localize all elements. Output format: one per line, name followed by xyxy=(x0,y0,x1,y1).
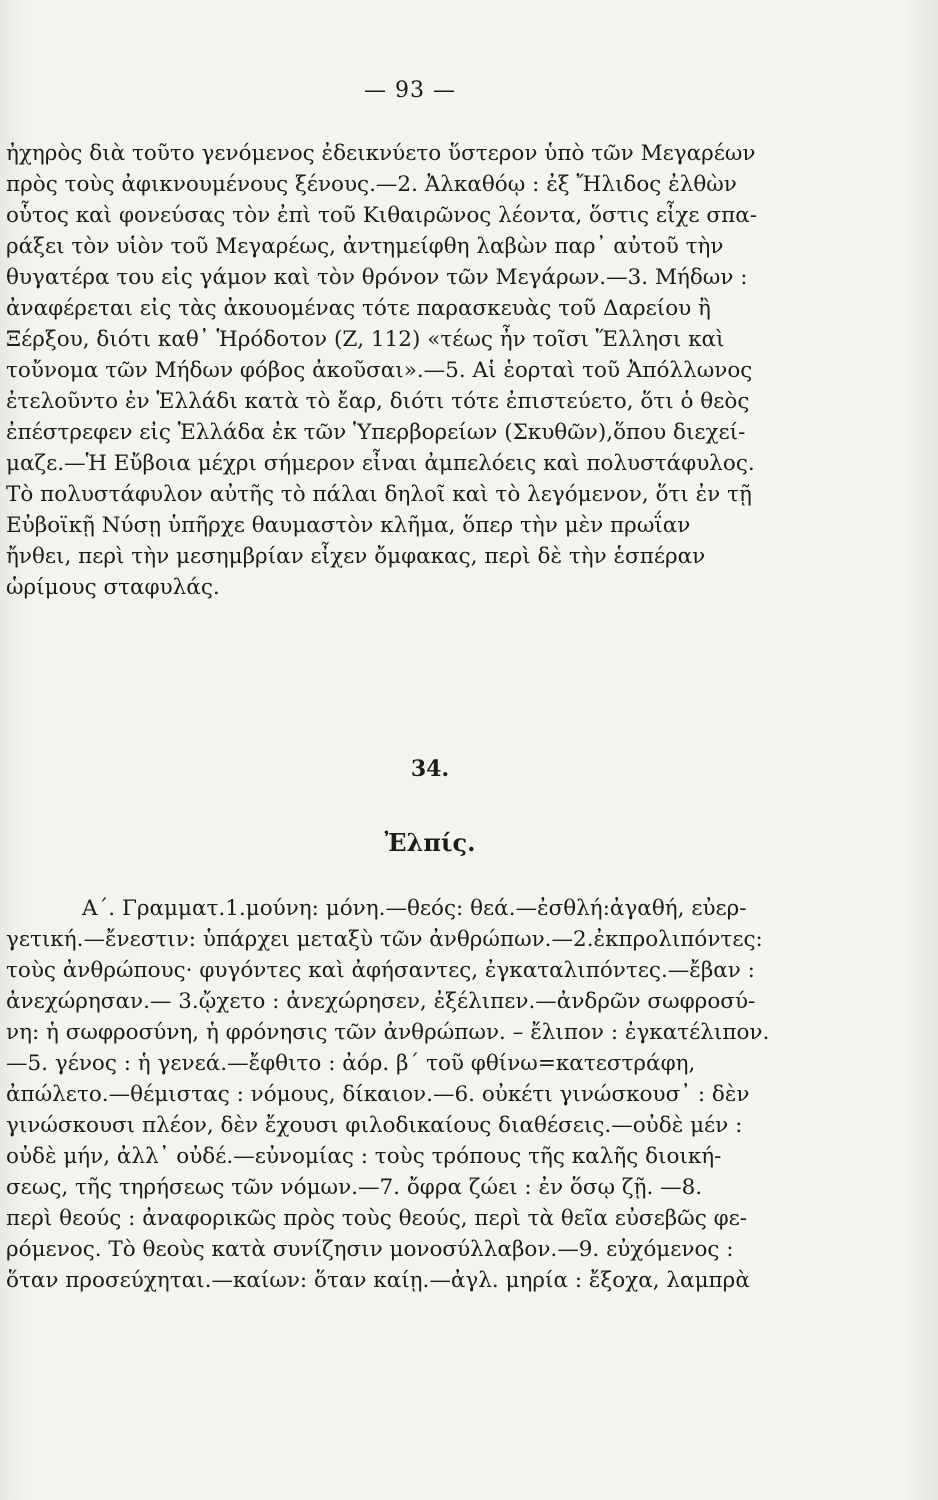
text-line: Ξέρξου, διότι καθ᾽ Ἡρόδοτον (Ζ, 112) «τέως ἦν τοῖσι Ἕλλησι καὶ xyxy=(6,327,725,352)
text-line: πρὸς τοὺς ἀφικνουμένους ξένους.—2. Ἀλκαθόῳ : ἐξ Ἤλιδος ἐλθὼν xyxy=(6,172,737,197)
text-line: μαζε.—Ἡ Εὔβοια μέχρι σήμερον εἶναι ἀμπελόεις καὶ πολυστάφυλος. xyxy=(6,451,755,476)
text-line: τοὔνομα τῶν Μήδων φόβος ἀκοῦσαι».—5. Αἱ ἑορταὶ τοῦ Ἀπόλλωνος xyxy=(6,358,753,383)
text-line: ὡρίμους σταφυλάς. xyxy=(6,575,220,600)
text-line: ἠχηρὸς διὰ τοῦτο γενόμενος ἐδεικνύετο ὕστερον ὑπὸ τῶν Μεγαρέων xyxy=(6,141,756,166)
text-line: ἀναφέρεται εἰς τὰς ἀκουομένας τότε παρασκευὰς τοῦ Δαρείου ἢ xyxy=(6,296,711,321)
text-line: γινώσκουσι πλέον, δὲν ἔχουσι φιλοδικαίους διαθέσεις.—οὐδὲ μέν : xyxy=(6,1113,743,1138)
section-number: 34. xyxy=(410,756,450,782)
text-line: νη: ἡ σωφροσύνη, ἡ φρόνησις τῶν ἀνθρώπων. – ἔλιπον : ἐγκατέλιπον. xyxy=(6,1020,770,1045)
commentary-paragraph xyxy=(6,138,852,603)
text-line: ἐπέστρεφεν εἰς Ἑλλάδα ἐκ τῶν Ὑπερβορείων (Σκυθῶν),ὅπου διεχεί- xyxy=(6,420,746,445)
text-line: Τὸ πολυστάφυλον αὐτῆς τὸ πάλαι δηλοῖ καὶ τὸ λεγόμενον, ὅτι ἐν τῇ xyxy=(6,482,752,507)
text-line: Εὐβοϊκῇ Νύσῃ ὑπῆρχε θαυμαστὸν κλῆμα, ὅπερ τὴν μὲν πρωΐαν xyxy=(6,513,691,538)
text-line: Α΄. Γραμματ.1.μούνη: μόνη.—θεός: θεά.—ἐσθλή:ἀγαθή, εὐερ- xyxy=(82,896,747,921)
text-line: ράξει τὸν υἱὸν τοῦ Μεγαρέως, ἀντημείφθη λαβὼν παρ᾽ αὐτοῦ τὴν xyxy=(6,234,724,259)
text-line: ἀπώλετο.—θέμιστας : νόμους, δίκαιον.—6. οὐκέτι γινώσκουσ᾽ : δὲν xyxy=(6,1082,750,1107)
text-line: τοὺς ἀνθρώπους· φυγόντες καὶ ἀφήσαντες, ἐγκαταλιπόντες.—ἔβαν : xyxy=(6,958,755,983)
text-line: οὐδὲ μήν, ἀλλ᾽ οὐδέ.—εὐνομίας : τοὺς τρόπους τῆς καλῆς διοική- xyxy=(6,1144,722,1169)
text-line: οὗτος καὶ φονεύσας τὸν ἐπὶ τοῦ Κιθαιρῶνος λέοντα, ὅστις εἶχε σπα- xyxy=(6,203,757,228)
page-number: — 93 — xyxy=(364,78,456,103)
text-line: ρόμενος. Τὸ θεοὺς κατὰ συνίζησιν μονοσύλλαβον.—9. εὐχόμενος : xyxy=(6,1237,734,1262)
text-line: γετική.—ἔνεστιν: ὑπάρχει μεταξὺ τῶν ἀνθρώπων.—2.ἐκπρολιπόντες: xyxy=(6,927,763,952)
text-line: περὶ θεούς : ἀναφορικῶς πρὸς τοὺς θεούς, περὶ τὰ θεῖα εὐσεβῶς φε- xyxy=(6,1206,748,1231)
text-line: —5. γένος : ἡ γενεά.—ἔφθιτο : ἀόρ. β΄ τοῦ φθίνω=κατεστράφη, xyxy=(6,1051,696,1076)
section-title: Ἐλπίς. xyxy=(384,828,476,857)
text-line: θυγατέρα του εἰς γάμον καὶ τὸν θρόνον τῶν Μεγάρων.—3. Μήδων : xyxy=(6,265,748,290)
text-line: ἀνεχώρησαν.— 3.ᾤχετο : ἀνεχώρησεν, ἐξέλιπεν.—ἀνδρῶν σωφροσύ- xyxy=(6,989,756,1014)
text-line: ἐτελοῦντο ἐν Ἑλλάδι κατὰ τὸ ἔαρ, διότι τότε ἐπιστεύετο, ὅτι ὁ θεὸς xyxy=(6,389,750,414)
text-line: σεως, τῆς τηρήσεως τῶν νόμων.—7. ὄφρα ζώει : ἐν ὅσῳ ζῇ. —8. xyxy=(6,1175,703,1200)
glossary-paragraph xyxy=(6,893,852,1296)
text-line: ὅταν προσεύχηται.—καίων: ὅταν καίῃ.—ἀγλ. μηρία : ἔξοχα, λαμπρὰ xyxy=(6,1268,750,1293)
text-line: ἤνθει, περὶ τὴν μεσημβρίαν εἶχεν ὄμφακας, περὶ δὲ τὴν ἑσπέραν xyxy=(6,544,706,569)
